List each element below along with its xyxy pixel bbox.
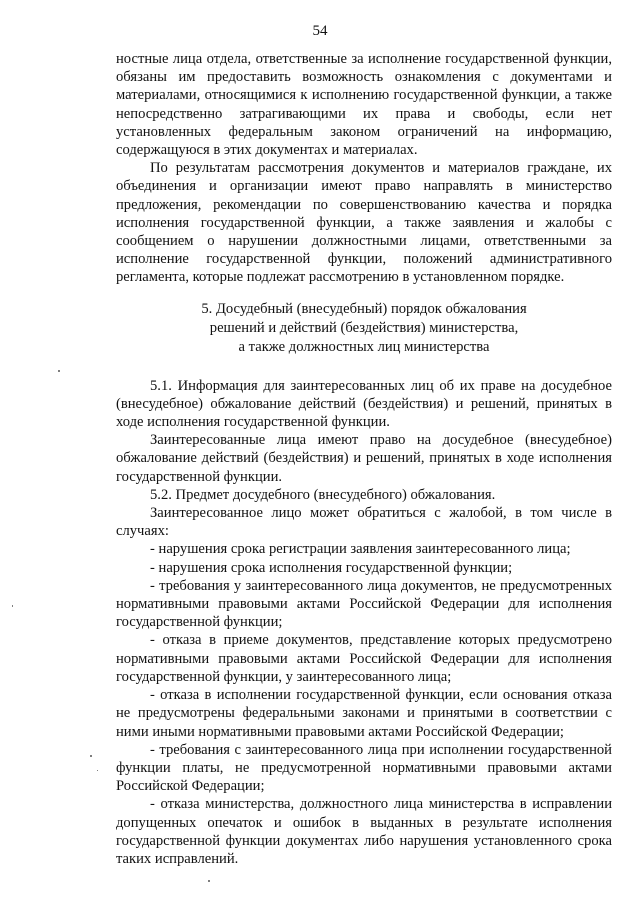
paragraph-rights: Заинтересованные лица имеют право на досудебное (внесудебное) обжалование действий (бездействия) и решений, принятых в ходе исполнения государственной функции. [116,432,612,485]
section-heading-line-3: а также должностных лиц министерства [238,338,490,355]
paragraph-5-2: 5.2. Предмет досудебного (внесудебного) обжалования. [150,486,496,503]
list-item: - отказа министерства, должностного лица министерства в исправлении допущенных опечаток и ошибок в выданных в результате исполнения государственной функции документах либо нарушения установленного срока таких исправлений. [116,796,612,867]
document-body [116,50,612,868]
scan-speck [58,370,60,372]
section-heading [116,300,612,357]
paragraph-complaint-cases: Заинтересованное лицо может обратиться с жалобой, в том числе в случаях: [116,505,612,540]
scan-speck [97,770,98,771]
list-item: - отказа в исполнении государственной функции, если основания отказа не предусмотрены федеральными законами и принятыми в соответствии с ними иными нормативными правовыми актами Российской Федерации; [116,687,612,740]
list-item: - требования с заинтересованного лица при исполнении государственной функции платы, не предусмотренной нормативными правовыми актами Российской Федерации; [116,741,612,795]
list-item: - отказа в приеме документов, представление которых предусмотрено нормативными правовыми актами Российской Федерации для исполнения государственной функции, у заинтересованного лица; [116,632,612,685]
page-number: 54 [312,23,328,39]
scan-speck [12,605,13,607]
list-item: - нарушения срока регистрации заявления заинтересованного лица; [150,541,571,558]
paragraph-5-1: 5.1. Информация для заинтересованных лиц об их праве на досудебное (внесудебное) обжалование действий (бездействия) и решений, принятых в ходе исполнения государственной функции. [116,377,612,431]
paragraph-results: По результатам рассмотрения документов и материалов граждане, их объединения и организации имеют право направлять в министерство предложения, рекомендации по совершенствованию качества и порядка исполнения государственной функции, а также заявления и жалобы с сообщением о нарушении должностными лицами, ответственными за исполнение государственной функции, положений административного регламента, которые подлежат рассмотрению в установленном порядке. [116,160,612,286]
list-item: - требования у заинтересованного лица документов, не предусмотренных нормативными правовыми актами Российской Федерации для исполнения государственной функции; [116,577,612,631]
scan-speck [90,755,92,757]
section-heading-line-2: решений и действий (бездействия) министерства, [209,319,519,336]
scan-speck [208,880,210,882]
paragraph-continuation: ностные лица отдела, ответственные за исполнение государственной функции, обязаны им предоставить возможность ознакомления с документами и материалами, относящимися к исполнению государственной функции, а также непосредственно затрагивающими их права и свободы, если нет установленных федеральным законом ограничений на информацию, содержащуюся в этих документах и материалах. [116,51,612,159]
section-heading-line-1: 5. Досудебный (внесудебный) порядок обжалования [201,300,527,317]
list-item: - нарушения срока исполнения государственной функции; [150,559,513,576]
